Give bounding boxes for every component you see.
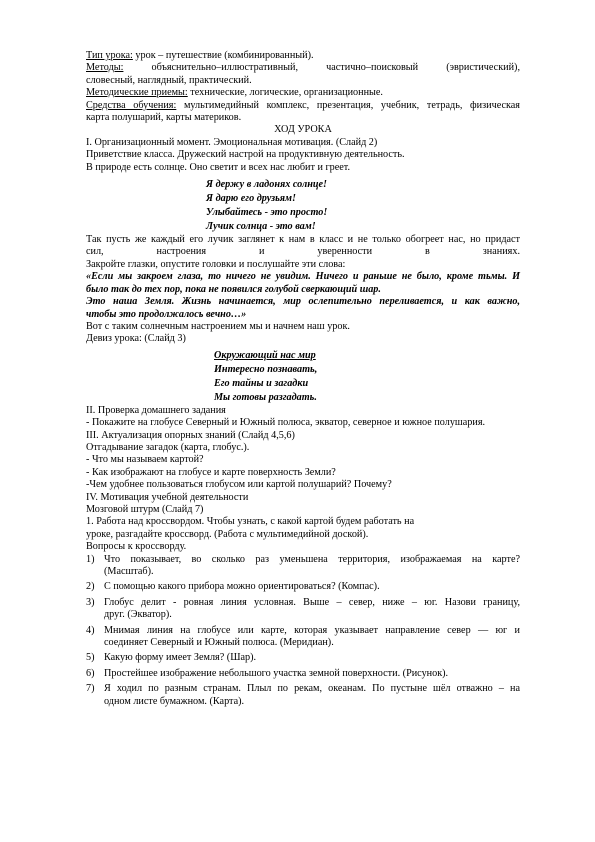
motto-line: Окружающий нас мир [214,349,316,361]
org-title: I. Организационный момент. Эмоциональная мотивация. (Слайд 2) [86,136,378,148]
crossword-line-1: 1. Работа над кроссвордом. Чтобы узнать, с какой картой будем работать на [86,516,415,528]
quote-line-4: чтобы это продолжалось вечно…» [86,308,247,320]
para-2: Закройте глазки, опустите головки и послушайте эти слова: [86,258,346,270]
item-text: Мнимая линия на глобусе или карте, которая указывает направление север — юг и [104,624,520,636]
motto-line: Интересно познавать, [214,363,318,375]
questions-title: Вопросы к кроссворду. [86,541,187,553]
crossword-questions [86,554,520,708]
methods-line-2: словесный, наглядный, практический. [86,74,252,86]
motto-line: Мы готовы разгадать. [214,391,317,403]
poem-line: Улыбайтесь - это просто! [206,207,328,219]
course-heading: ХОД УРОКА [274,124,332,136]
homework-title: II. Проверка домашнего задания [86,404,226,416]
lesson-type-value: урок – путешествие (комбинированный). [132,50,314,61]
item-text: (Масштаб). [104,566,154,577]
techniques [86,87,520,99]
item-number: 4) [86,624,95,636]
item-number: 5) [86,652,95,664]
item-text: Глобус делит - ровная линия условная. Выше – север, ниже – юг. Назови границу, [104,596,520,608]
item-text: одном листе бумажном. (Карта). [104,695,245,707]
crossword-line-2: уроке, разгадайте кроссворд. (Работа с мультимедийной доской). [86,528,369,540]
list-item [86,597,520,622]
means-line-1 [86,100,520,112]
lesson-plan [86,50,520,708]
list-item [86,554,520,579]
riddles: Отгадывание загадок (карта, глобус.). [86,441,250,453]
means-label: Средства обучения: [86,99,177,111]
item-number: 1) [86,553,95,565]
homework-task: - Покажите на глобусе Северный и Южный полюса, экватор, северное и южное полушария. [86,417,486,429]
methods-value: объяснительно–иллюстративный, частично–поисковый (эвристический), [123,62,520,74]
poem-line: Я дарю его друзьям! [206,193,296,205]
quote-line-1: «Если мы закроем глаза, то ничего не увидим. Ничего и раньше не было, кроме тьмы. И [86,271,520,283]
item-number: 2) [86,581,95,593]
question: - Что мы называем картой? [86,454,204,466]
poem [86,178,520,234]
methods-label: Методы: [86,62,124,74]
question: - Как изображают на глобусе и карте поверхность Земли? [86,466,336,478]
item-text: друг. (Экватор). [104,609,172,621]
techniques-label: Методические приемы: [86,87,188,99]
list-item [86,668,520,680]
item-number: 7) [86,683,95,695]
poem-line: Лучик солнца - это вам! [206,221,316,233]
list-item [86,683,520,708]
para-1-line-2: сил, настроения и уверенности в знаниях. [86,246,520,258]
item-number: 6) [86,667,95,679]
means-value: мультимедийный комплекс, презентация, учебник, тетрадь, физическая [176,99,520,111]
poem-line: Я держу в ладонях солнце! [206,179,328,191]
list-item [86,581,520,593]
item-text: Простейшее изображение небольшого участка земной поверхности. (Рисунок). [104,667,449,679]
motto [86,349,520,405]
motivation-title: IV. Мотивация учебной деятельности [86,491,249,503]
motto-line: Его тайны и загадки [214,377,309,389]
question: -Чем удобнее пользоваться глобусом или картой полушарий? Почему? [86,479,392,491]
lesson-type [86,50,520,62]
actualization-title: III. Актуализация опорных знаний (Слайд 4,5,6) [86,429,295,441]
techniques-value: технические, логические, организационные. [187,87,383,99]
brainstorm: Мозговой штурм (Слайд 7) [86,503,204,515]
motto-title: Девиз урока: (Слайд 3) [86,333,186,345]
list-item [86,625,520,650]
greeting-1: Приветствие класса. Дружеский настрой на продуктивную деятельность. [86,149,405,161]
methods-line-1 [86,62,520,74]
item-text: Какую форму имеет Земля? (Шар). [104,652,257,664]
para-3: Вот с таким солнечным настроением мы и начнем наш урок. [86,320,350,332]
item-number: 3) [86,596,95,608]
item-text: С помощью какого прибора можно ориентироваться? (Компас). [104,581,380,593]
item-text: Что показывает, во сколько раз уменьшена территория, изображаемая на карте? [104,553,520,565]
lesson-type-label: Тип урока: [86,50,133,61]
item-text: Я ходил по разным странам. Плыл по рекам, океанам. По пустыне шёл отважно – на [104,683,520,695]
item-text: соединяет Северный и Южный полюса. (Меридиан). [104,637,334,649]
para-1-line-1: Так пусть же каждый его лучик заглянет к нам в класс и не только обогреет нас, но придаст [86,234,520,246]
greeting-2: В природе есть солнце. Оно светит и всех нас любит и греет. [86,161,350,173]
means-line-2: карта полушарий, карты материков. [86,112,242,124]
quote-line-2: было так до тех пор, пока не появился голубой сверкающий шар. [86,283,381,295]
list-item [86,652,520,664]
quote-line-3: Это наша Земля. Жизнь начинается, мир ослепительно переливается, и как важно, [86,296,520,308]
